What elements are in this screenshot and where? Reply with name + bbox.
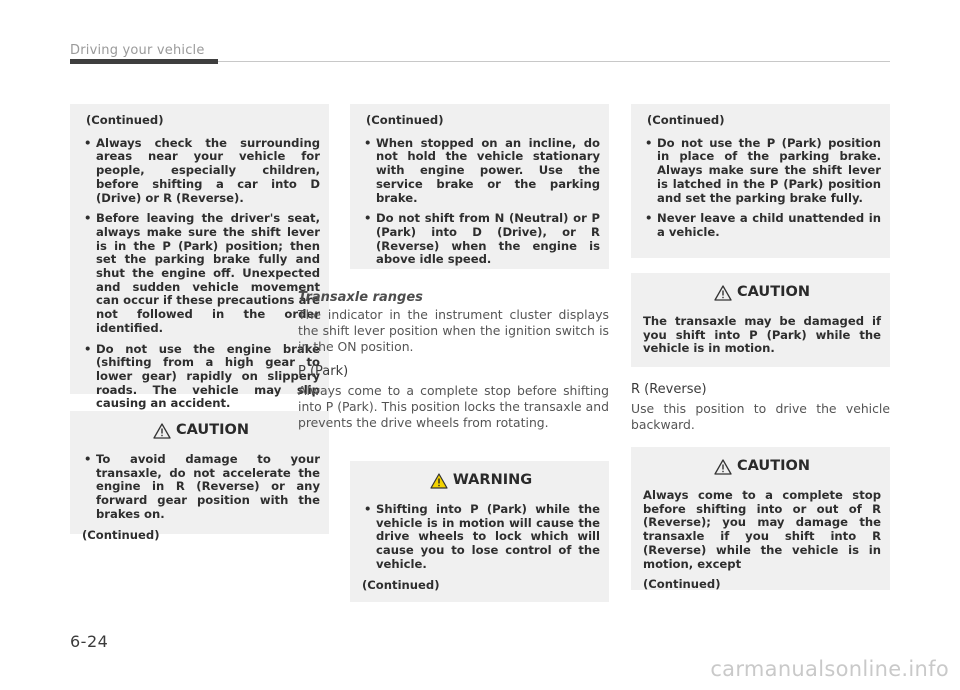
caution-heading-text: CAUTION: [737, 458, 810, 475]
caution-text: Always come to a complete stop before shifting into or out of R (Reverse); you may damage the transaxle if you shift into R (Reverse) while the vehicle is in motion, except: [643, 488, 881, 571]
bullet-item: • Do not use the P (Park) position in place of the parking brake. Always make sure the shift lever is latched in the P (Park) position and set the parking brake fully.: [643, 137, 881, 206]
watermark: carmanualsonline.info: [710, 657, 949, 681]
intro-paragraph: The indicator in the instrument cluster displays the shift lever position when the ignition switch is in the ON position.: [298, 307, 609, 354]
caution-heading: [643, 459, 881, 475]
warning-triangle-icon: [430, 473, 448, 489]
page-number: 6-24: [70, 632, 109, 651]
continued-label: (Continued): [647, 113, 725, 127]
section-title: Transaxle ranges: [298, 290, 423, 305]
bullet-item: • Before leaving the driver's seat, always make sure the shift lever is in the P (Park) position; then set the parking brake fully and shut the engine off. Unexpected and sudden vehicle movement can occur if these precautions are not followed in the order identified.: [82, 212, 320, 335]
bullet-item: • To avoid damage to your transaxle, do not accelerate the engine in R (Reverse) or any forward gear position with the brakes on.: [82, 453, 320, 522]
col1-warning-continued-box: [70, 104, 329, 411]
continued-label: (Continued): [362, 577, 440, 592]
bullet-item: • Shifting into P (Park) while the vehicle is in motion will cause the drive wheels to lock which will cause you to lose control of the vehicle.: [362, 503, 600, 572]
continued-label: (Continued): [82, 527, 160, 542]
col2-warning-box: [350, 461, 609, 602]
park-heading: P (Park): [298, 364, 349, 379]
reverse-heading: R (Reverse): [631, 382, 707, 397]
reverse-paragraph: Use this position to drive the vehicle backward.: [631, 401, 890, 432]
caution-text: The transaxle may be damaged if you shift into P (Park) while the vehicle is in motion.: [643, 314, 881, 356]
col3-caution-box-1: [631, 273, 890, 367]
header-rule: [218, 61, 890, 62]
caution-heading: [82, 423, 320, 439]
col1-caution-box: [70, 411, 329, 542]
col3-caution-box-2: [631, 447, 890, 590]
warning-heading: [362, 473, 600, 489]
caution-heading: [643, 285, 881, 301]
bullet-item: • When stopped on an incline, do not hold the vehicle stationary with engine power. Use the service brake or the parking brake.: [362, 137, 600, 206]
header-bar: [70, 59, 218, 64]
col3-warning-continued-box: [631, 104, 890, 258]
section-header: Driving your vehicle: [70, 43, 205, 58]
continued-label: (Continued): [86, 113, 164, 127]
caution-heading-text: CAUTION: [176, 422, 249, 439]
bullet-item: • Never leave a child unattended in a vehicle.: [643, 212, 881, 239]
warning-heading-text: WARNING: [452, 472, 533, 489]
col2-warning-continued-box: [350, 104, 609, 269]
caution-triangle-icon: [714, 285, 732, 301]
caution-triangle-icon: [714, 459, 732, 475]
bullet-item: • Do not use the engine brake (shifting from a high gear to lower gear) rapidly on slippery roads. The vehicle may slip causing an accident.: [82, 343, 320, 412]
bullet-item: • Always check the surrounding areas near your vehicle for people, especially children, before shifting a car into D (Drive) or R (Reverse).: [82, 137, 320, 206]
bullet-item: • Do not shift from N (Neutral) or P (Park) into D (Drive), or R (Reverse) when the engine is above idle speed.: [362, 212, 600, 267]
park-paragraph: Always come to a complete stop before shifting into P (Park). This position locks the transaxle and prevents the drive wheels from rotating.: [298, 383, 609, 430]
continued-label: (Continued): [366, 113, 444, 127]
caution-triangle-icon: [153, 423, 171, 439]
continued-label: (Continued): [643, 577, 721, 592]
caution-heading-text: CAUTION: [737, 284, 810, 301]
